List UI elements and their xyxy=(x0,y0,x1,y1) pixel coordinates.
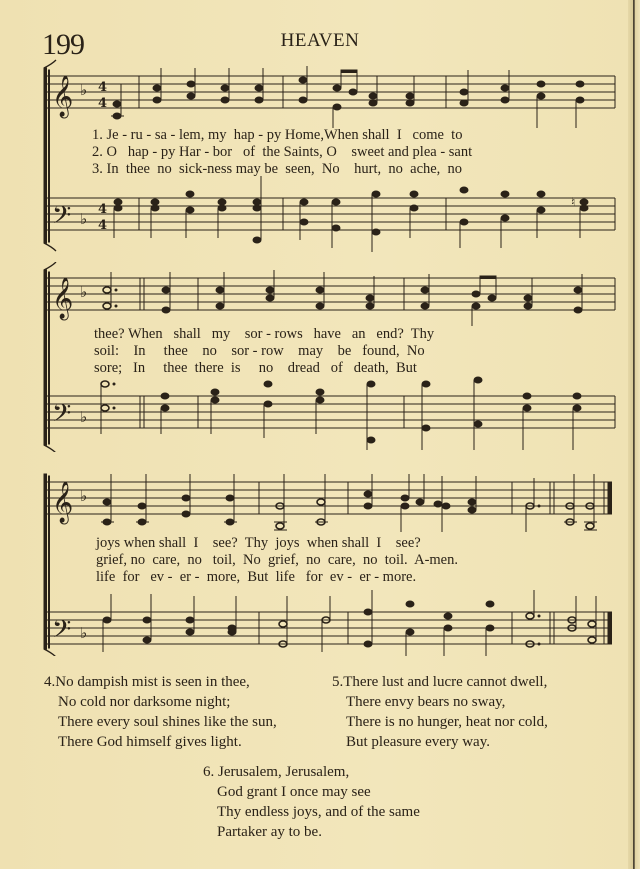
verse-5: 5.There lust and lucre cannot dwell, There envy bears no sway, There is no hunger, heat nor cold, But pleasure every way. xyxy=(332,674,548,750)
lyrics-system-2 xyxy=(94,326,614,377)
svg-text:♭: ♭ xyxy=(80,487,88,505)
verse-4: 4.No dampish mist is seen in thee, No cold nor darksome night; There every soul shines like the sun, There God himself gives light. xyxy=(44,674,277,750)
lyric-verse-1: 1. Je - ru - sa - lem, my hap - py Home,When shall I come to xyxy=(92,127,463,143)
svg-text:4: 4 xyxy=(98,218,108,233)
svg-text:𝄢: 𝄢 xyxy=(52,615,72,650)
svg-text:𝄞: 𝄞 xyxy=(52,482,74,523)
lyrics-system-3 xyxy=(96,535,616,586)
svg-text:4: 4 xyxy=(98,96,108,111)
lyric-verse-3: life for ev - er - more, But life for ev - er - more. xyxy=(96,569,417,585)
svg-text:4: 4 xyxy=(98,202,108,217)
hymn-number: 199 xyxy=(42,28,84,61)
lyric-verse-2: grief, no care, no toil, No grief, no care, no toil. A-men. xyxy=(96,552,458,568)
treble-clef-icon: 𝄞 xyxy=(52,76,74,117)
svg-text:♭: ♭ xyxy=(80,408,88,426)
lyric-verse-1: joys when shall I see? Thy joys when shall I see? xyxy=(96,535,421,551)
svg-text:♭: ♭ xyxy=(80,210,88,228)
lyric-verse-3: 3. In thee no sick-ness may be seen, No hurt, no ache, no xyxy=(92,161,463,177)
verse-6: 6. Jerusalem, Jerusalem, God grant I once may see Thy endless joys, and of the same Partaker ay to be. xyxy=(203,764,420,840)
natural-icon: ♮ xyxy=(571,195,576,209)
lyric-verse-1: thee? When shall my sor - rows have an end? Thy xyxy=(94,326,435,342)
svg-text:♭: ♭ xyxy=(80,283,88,301)
bass-clef-icon: 𝄢 xyxy=(52,201,72,236)
svg-text:4: 4 xyxy=(98,80,108,95)
flat-icon: ♭ xyxy=(80,81,88,99)
lyric-verse-2: soil: In thee no sor - row may be found, No xyxy=(94,343,425,359)
lyrics-system-1 xyxy=(92,127,612,178)
svg-text:𝄞: 𝄞 xyxy=(52,278,74,319)
svg-text:♭: ♭ xyxy=(80,624,88,642)
svg-text:𝄢: 𝄢 xyxy=(52,399,72,434)
lyric-verse-3: sore; In thee there is no dread of death, But xyxy=(94,360,417,376)
lyric-verse-2: 2. O hap - py Har - bor of the Saints, O sweet and plea - sant xyxy=(92,144,473,160)
hymn-title: HEAVEN xyxy=(280,30,360,51)
